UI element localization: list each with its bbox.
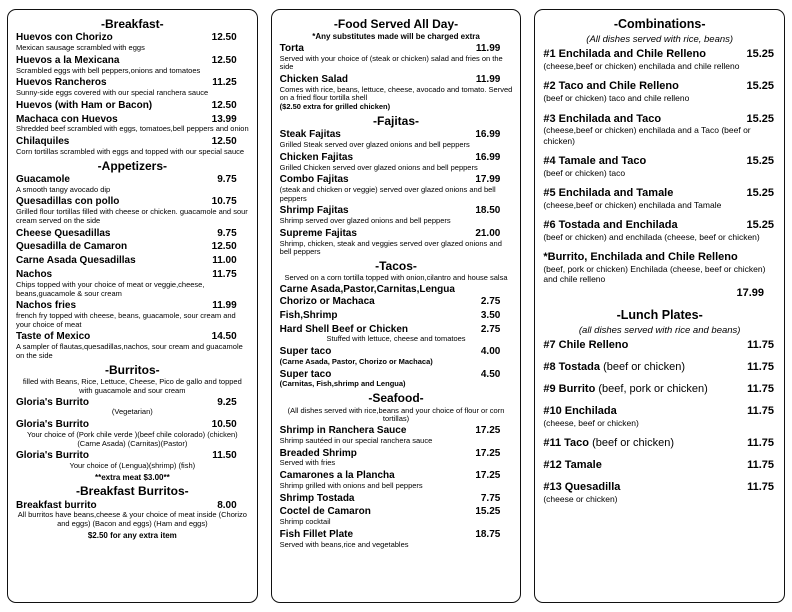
menu-item-name-text: Gloria's Burrito [16, 396, 89, 408]
menu-item-desc: A sampler of flautas,quesadillas,nachos, sour cream and guacamole on the side [16, 342, 243, 360]
section-header: -Fajitas- [373, 113, 420, 128]
menu-item-name [543, 361, 685, 374]
menu-item [543, 48, 776, 71]
menu-item [543, 405, 776, 428]
menu-item-price: 11.75 [212, 269, 237, 281]
menu-item-line [543, 383, 776, 396]
menu-item [16, 300, 249, 329]
menu-item-desc: Corn tortillas scrambled with eggs and topped with our special sauce [16, 146, 245, 156]
menu-item-desc: (beef or chicken) and enchilada (cheese, beef or chicken) [543, 232, 760, 243]
menu-item-name-text: #10 Enchilada [543, 404, 617, 417]
menu-item [280, 174, 513, 203]
menu-item-line [280, 228, 513, 240]
menu-item [16, 32, 249, 52]
menu-item-desc: Shredded beef scrambled with eggs, tomatoes,bell peppers and onion [16, 124, 249, 134]
menu-item-name-text: #3 Enchilada and Taco [543, 112, 662, 125]
menu-item-name-text: #8 Tostada [543, 360, 600, 373]
menu-item-line [280, 493, 513, 505]
menu-item-name [543, 48, 706, 61]
menu-item-price: 11.75 [747, 480, 775, 493]
menu-item-desc: Served with beans,rice and vegetables [279, 539, 409, 549]
menu-item-desc: A smooth tangy avocado dip [16, 184, 111, 194]
menu-item-name [280, 284, 475, 308]
menu-item-line [543, 251, 776, 264]
menu-item-name-text: Gloria's Burrito [16, 450, 89, 462]
menu-item-name-text: Taste of Mexico [16, 331, 91, 343]
menu-item-desc: Shrimp served over glazed onions and bell peppers [279, 216, 451, 226]
menu-item-name-text: #9 Burrito [543, 382, 596, 395]
menu-column-3 [534, 9, 785, 603]
menu-item-price: 15.25 [746, 219, 775, 232]
menu-item-price: 13.99 [211, 113, 237, 125]
menu-item-price: 4.50 [480, 368, 501, 380]
menu-item-suffix: (beef or chicken) [603, 360, 685, 373]
menu-item-name-text: #2 Taco and Chile Relleno [543, 80, 679, 93]
menu-item-name-text: #13 Quesadilla [543, 480, 621, 493]
menu-item-desc: Shrimp grilled with onions and bell peppers [279, 480, 423, 490]
menu-item-price: 10.50 [211, 419, 237, 431]
menu-item-name-text: Carne Asada,Pastor,Carnitas,Lengua Chorizo or Machaca [279, 284, 455, 308]
menu-item-desc: Scrambled eggs with bell peppers,onions and tomatoes [16, 65, 201, 75]
menu-item [280, 228, 513, 257]
menu-item-price: 11.75 [747, 404, 775, 417]
menu-item-price: 11.25 [212, 77, 237, 89]
menu-item-name [543, 219, 677, 232]
menu-item-price: 21.00 [475, 227, 501, 239]
menu-item-name [16, 255, 136, 267]
menu-item [280, 493, 513, 505]
section-note: Served on a corn tortilla topped with onion,cilantro and house salsa [284, 273, 508, 283]
menu-item-desc: (beef or chicken) taco [543, 167, 626, 178]
menu-item-line [543, 361, 776, 374]
menu-item-price: 16.99 [475, 129, 501, 141]
menu-item-name [543, 481, 620, 494]
menu-item-desc: Your choice of (Pork chile verde )(beef chile colorado) (chicken) (Carne Asada) (Carnitas)(Pastor) [27, 429, 238, 448]
section-note: *Any substitutes made will be charged extra [312, 32, 480, 42]
menu-item-line [543, 48, 776, 61]
menu-item-name-text: #4 Tamale and Taco [543, 154, 647, 167]
menu-item [543, 113, 776, 146]
menu-item-name [16, 228, 111, 240]
section-note: (All dishes served with rice, beans) [586, 34, 734, 45]
menu-item-suffix: (beef or chicken) [592, 436, 675, 449]
menu-item [16, 397, 249, 417]
menu-item [16, 255, 249, 267]
menu-item-price: 11.75 [747, 436, 775, 449]
menu-item-name [543, 383, 707, 396]
menu-item-price: 11.99 [212, 300, 237, 312]
menu-item [16, 228, 249, 240]
menu-item-name [280, 493, 355, 505]
menu-item-price: 17.25 [475, 447, 501, 459]
menu-item-desc: (Vegetarian) [111, 407, 153, 417]
menu-item-name [543, 339, 628, 352]
menu-item-name-text: Shrimp Tostada [279, 492, 355, 504]
menu-item-name-text: Chicken Salad [279, 74, 349, 85]
menu-item-line [280, 43, 513, 55]
section-header: -Tacos- [375, 259, 417, 274]
menu-item-name-text: #1 Enchilada and Chile Relleno [543, 48, 706, 61]
menu-item-desc: (cheese,beef or chicken) enchilada and chile relleno [543, 61, 740, 72]
menu-item [16, 196, 249, 225]
menu-item-desc: (cheese, beef or chicken) [543, 417, 639, 428]
menu-item-line [543, 459, 776, 472]
menu-item-price: 15.25 [746, 48, 775, 61]
menu-item [16, 114, 249, 134]
menu-item-line [280, 284, 513, 308]
menu-item-desc: Grilled Steak served over glazed onions and bell peppers [279, 140, 470, 150]
menu-item-price: 11.75 [747, 382, 775, 395]
menu-item-line [16, 228, 249, 240]
menu-item-name-text: Shrimp in Ranchera Sauce [279, 425, 407, 437]
menu-item-price: 11.75 [747, 458, 775, 471]
menu-item [280, 74, 513, 112]
menu-item-name [280, 43, 304, 55]
menu-item-name-text: Machaca con Huevos [16, 113, 118, 125]
menu-item-name [543, 155, 646, 168]
menu-item-desc: french fry topped with cheese, beans, guacamole, sour cream and your choice of meat [16, 311, 236, 329]
menu-item [16, 331, 249, 360]
section-note: filled with Beans, Rice, Lettuce, Cheese, Pico de gallo and topped with guacamole and sour cream [22, 376, 242, 395]
menu-item [543, 459, 776, 472]
menu-item-name [16, 100, 152, 112]
menu-item-name-text: Huevos (with Ham or Bacon) [16, 99, 153, 111]
menu-item [16, 419, 249, 448]
menu-item [16, 241, 249, 253]
menu-item-desc: (Carnitas, Fish,shrimp and Lengua) [279, 379, 406, 389]
menu-item-name [16, 55, 119, 67]
menu-column-1 [7, 9, 258, 603]
menu-item [16, 269, 249, 298]
menu-item-name-text: Hard Shell Beef or Chicken [279, 323, 409, 335]
menu-item-line [543, 339, 776, 352]
menu-item [280, 425, 513, 445]
menu-item-name [280, 310, 338, 322]
menu-item-name-text: Gloria's Burrito [16, 419, 89, 431]
menu-item-price: 11.75 [747, 360, 775, 373]
menu-item-desc: Served with fries [279, 458, 336, 468]
menu-item [280, 470, 513, 490]
menu-item-price-below: 17.99 [736, 286, 765, 299]
menu-item [280, 152, 513, 172]
menu-item-name [543, 459, 602, 472]
menu-item-name-text: Huevos a la Mexicana [16, 54, 120, 66]
section-note: (all dishes served with rice and beans) [578, 324, 741, 336]
menu-item-desc: Stuffed with lettuce, cheese and tomatoes [326, 334, 466, 344]
menu-item-name-text: Nachos fries [16, 300, 77, 312]
menu-item-name-text: Fish Fillet Plate [279, 528, 354, 540]
menu-item-price: 8.00 [217, 499, 237, 511]
menu-item-name-text: Breakfast burrito [16, 499, 97, 511]
menu-item-line [543, 113, 776, 126]
menu-item-name-text: Supreme Fajitas [279, 227, 357, 239]
menu-item-name-text: Huevos con Chorizo [16, 32, 113, 44]
menu-item-name [16, 397, 89, 409]
section-header: -Food Served All Day- [333, 17, 459, 31]
menu-item-price: 15.25 [475, 506, 501, 518]
menu-item-name-text: Torta [279, 42, 304, 54]
menu-item-price: 12.50 [211, 241, 237, 253]
menu-item [543, 437, 776, 450]
menu-item-desc: Chips topped with your choice of meat or veggie,cheese, beans,guacamole & sour cream [16, 279, 205, 298]
menu-item-price: 18.50 [475, 205, 501, 217]
menu-item-desc: Shrimp cocktail [279, 517, 331, 527]
menu-item-line [280, 310, 513, 322]
menu-item-price: 11.75 [747, 338, 775, 351]
menu-item-price: 14.50 [211, 331, 237, 343]
menu-item-price: 7.75 [480, 492, 501, 504]
menu-item-name-text: Chilaquiles [16, 136, 70, 148]
menu-item-price: 2.75 [480, 323, 501, 335]
section-header: -Breakfast- [100, 17, 164, 31]
menu-item [543, 219, 776, 242]
menu-item-name-text: Guacamole [16, 174, 70, 185]
menu-item-price: 17.25 [475, 425, 501, 437]
menu-item-price: 11.99 [475, 74, 501, 85]
section-header: -Breakfast Burritos- [75, 484, 189, 499]
menu-item-line [280, 152, 513, 164]
menu-item-desc: (steak and chicken or veggie) served over glazed onions and bell peppers [279, 185, 496, 203]
menu-item-name-text: #5 Enchilada and Tamale [543, 187, 674, 200]
menu-item [543, 251, 776, 298]
menu-item [543, 80, 776, 103]
menu-item [280, 346, 513, 366]
menu-item-name-text: Shrimp Fajitas [279, 205, 349, 217]
menu-item-name-text: Super taco [279, 368, 332, 380]
menu-item [16, 500, 249, 529]
menu-item-name [543, 437, 674, 450]
menu-item-price: 9.25 [217, 396, 237, 408]
section-header: -Lunch Plates- [616, 307, 703, 322]
menu-item [543, 481, 776, 504]
menu-item-desc: Mexican sausage scrambled with eggs [16, 43, 145, 53]
menu-item [280, 205, 513, 225]
section-note: **extra meat $3.00** [94, 472, 170, 482]
menu-item-price: 15.25 [746, 112, 775, 125]
menu-item-name [280, 152, 353, 164]
menu-item [280, 310, 513, 322]
menu-item-price: 17.99 [475, 174, 501, 186]
menu-item [280, 529, 513, 549]
menu-item-price: 11.99 [475, 42, 501, 54]
menu-item-name-text: Quesadillas con pollo [16, 196, 120, 208]
menu-item-price: 18.75 [475, 528, 501, 540]
menu-item [280, 129, 513, 149]
menu-item [16, 174, 249, 194]
menu-item-line [543, 481, 776, 494]
menu-item-price: 12.50 [211, 32, 237, 44]
menu-item-line [16, 100, 249, 112]
menu-item-desc: (cheese,beef or chicken) enchilada and Tamale [543, 199, 722, 210]
menu-item [543, 187, 776, 210]
menu-item-price: 15.25 [746, 154, 775, 167]
menu-item-desc: Grilled Chicken served over glazed onions and bell peppers [279, 162, 478, 172]
menu-item-price: 15.25 [746, 80, 775, 93]
menu-item-desc: (cheese,beef or chicken) enchilada and a Taco (beef or chicken) [543, 125, 751, 146]
menu-item-price: 11.00 [212, 255, 237, 267]
menu-item [280, 284, 513, 308]
menu-item-name-text: Steak Fajitas [279, 129, 341, 141]
menu-item-price: 16.99 [475, 151, 501, 163]
section-header: -Seafood- [368, 391, 424, 406]
menu-item-line [16, 255, 249, 267]
menu-item [280, 448, 513, 468]
menu-item-desc: Shrimp sautéed in our special ranchera sauce [279, 436, 433, 445]
menu-item [543, 383, 776, 396]
menu-item [16, 100, 249, 112]
menu-item-name-text: Camarones a la Plancha [279, 470, 395, 482]
menu-item-price: 11.50 [212, 450, 237, 462]
menu-item-name-text: *Burrito, Enchilada and Chile Relleno [543, 251, 738, 264]
menu-item-name [280, 529, 353, 541]
menu-item [280, 369, 513, 389]
menu-item-line [543, 219, 776, 232]
menu-item-name-text: Breaded Shrimp [279, 447, 357, 459]
menu-item [16, 77, 249, 97]
menu-item-name-text: #7 Chile Relleno [543, 338, 629, 351]
menu-item [543, 361, 776, 374]
menu-item [16, 450, 249, 470]
menu-item-name [280, 228, 357, 240]
section-header: -Combinations- [613, 17, 706, 31]
section-header: -Appetizers- [97, 158, 167, 173]
menu-item-name [543, 405, 616, 418]
menu-item-name [543, 187, 673, 200]
menu-item-price: 4.00 [480, 346, 501, 358]
menu-item-name [16, 241, 127, 253]
menu-item-name-text: Super taco [279, 346, 332, 358]
menu-item-name [543, 251, 737, 264]
menu-item-name-text: Huevos Rancheros [16, 77, 107, 89]
menu-item-name [543, 80, 679, 93]
menu-item [543, 155, 776, 178]
menu-item-price: 3.50 [480, 309, 501, 321]
menu-item-name-text: Quesadilla de Camaron [16, 241, 128, 253]
menu-item [543, 339, 776, 352]
menu-item-desc: Grilled flour tortillas filled with cheese or chicken. guacamole and sour cream served on the side [16, 207, 248, 225]
menu-item [280, 506, 513, 526]
section-note: (All dishes served with rice,beans and your choice of flour or corn tortillas) [287, 405, 505, 424]
menu-item-desc: (beef or chicken) taco and chile relleno [543, 93, 690, 104]
menu-item-desc: (cheese or chicken) [543, 493, 618, 504]
menu-item-price: 9.75 [217, 227, 237, 239]
menu-item-line [16, 241, 249, 253]
menu-item-line [543, 437, 776, 450]
menu-item-price: 9.75 [217, 174, 237, 185]
menu-item-name-text: #6 Tostada and Enchilada [543, 219, 678, 232]
menu-item [280, 43, 513, 72]
menu-item-name-text: Fish,Shrimp [279, 309, 338, 321]
menu-item-desc: Shrimp, chicken, steak and veggies served over glazed onions and bell peppers [279, 238, 502, 257]
menu-item-price: 17.25 [475, 470, 501, 482]
menu-item-line [543, 80, 776, 93]
menu-item-line [16, 55, 249, 67]
menu-item-name-text: #11 Taco [543, 436, 590, 449]
menu-item-price: 12.50 [211, 54, 237, 66]
menu-item-name [543, 113, 661, 126]
menu-item-line [543, 187, 776, 200]
menu-item-name-text: Cheese Quesadillas [16, 227, 111, 239]
menu-item [16, 136, 249, 156]
section-note: $2.50 for any extra item [87, 530, 177, 540]
menu-item-desc-bold: ($2.50 extra for grilled chicken) [279, 102, 391, 112]
menu-item-name-text: Combo Fajitas [279, 174, 349, 186]
menu-item-desc: Sunny-side eggs covered with our special ranchera sauce [16, 88, 209, 98]
menu-item-line [543, 155, 776, 168]
menu-item-price: 15.25 [746, 187, 775, 200]
menu-item-name-text: Nachos [16, 269, 53, 281]
menu-item-suffix: (beef, pork or chicken) [598, 382, 708, 395]
menu-item-line [543, 405, 776, 418]
menu-item-desc: Served with your choice of (steak or chicken) salad and fries on the side [279, 53, 503, 72]
menu-item-desc: Comes with rice, beans, lettuce, cheese, avocado and tomato. Served on a fried flour tortilla shell [279, 84, 513, 103]
menu-item-desc: (Carne Asada, Pastor, Chorizo or Machaca) [279, 356, 433, 366]
menu-item-name-text: Coctel de Camaron [279, 506, 371, 518]
menu-item-price: 12.50 [211, 99, 237, 111]
menu-item-price: 2.75 [480, 296, 501, 308]
menu-item-price: 12.50 [211, 136, 237, 148]
menu-item-desc: All burritos have beans,cheese & your choice of meat inside (Chorizo and eggs) (Bacon and eggs) (Ham and eggs) [17, 510, 247, 529]
menu-item [16, 55, 249, 75]
menu-item-name-text: #12 Tamale [543, 458, 602, 471]
menu-item-name-text: Carne Asada Quesadillas [16, 255, 136, 267]
menu-item-line [280, 529, 513, 541]
menu-column-2 [271, 9, 522, 603]
menu-item-desc: (beef, pork or chicken) Enchilada (cheese, beef or chicken) and chile relleno [543, 264, 766, 285]
menu-item [280, 324, 513, 344]
section-header: -Burritos- [105, 362, 160, 377]
menu-item-desc: Your choice of (Lengua)(shrimp) (fish) [69, 461, 196, 471]
menu-item-price: 10.75 [211, 196, 237, 208]
menu-item-name-text: Chicken Fajitas [279, 151, 354, 163]
